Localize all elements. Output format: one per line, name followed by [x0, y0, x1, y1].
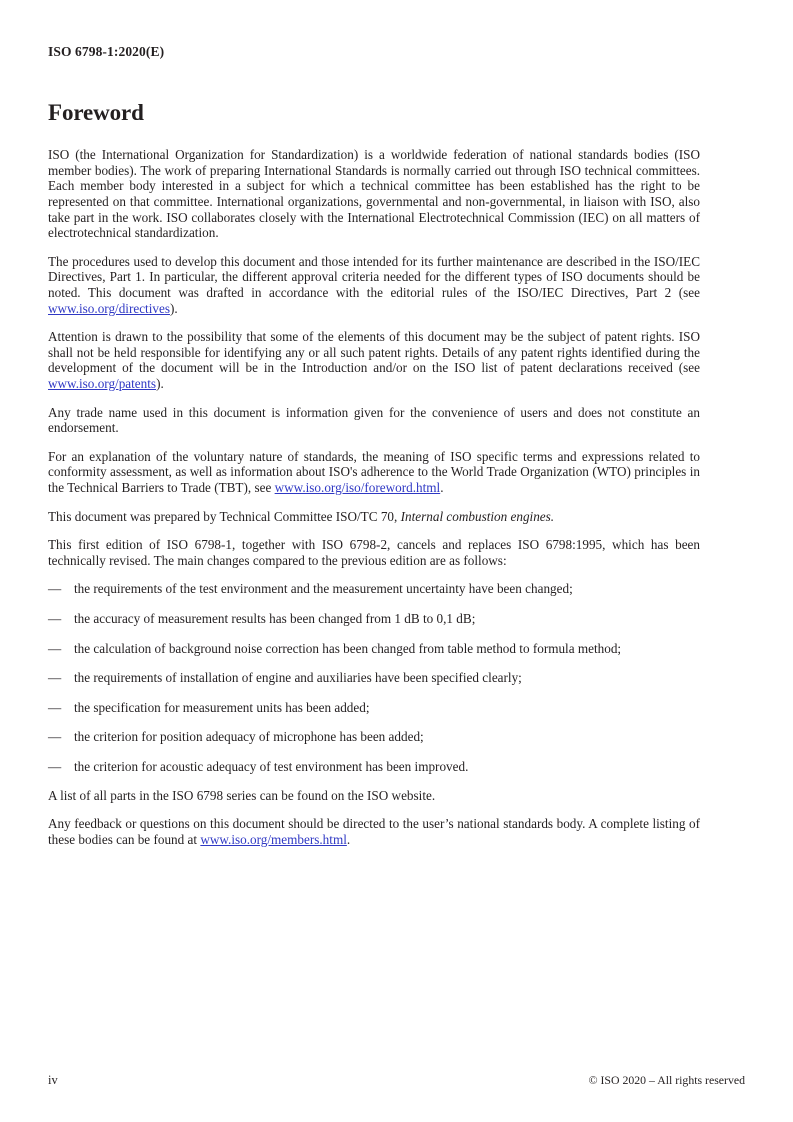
changes-list [48, 581, 700, 774]
paragraph-patent-rights [48, 329, 700, 391]
link-iso-members[interactable]: www.iso.org/members.html [200, 831, 347, 847]
list-item-label: the accuracy of measurement results has been changed from 1 dB to 0,1 dB; [74, 610, 476, 626]
em-dash-icon: — [48, 610, 62, 626]
em-dash-icon: — [48, 670, 62, 686]
list-item-label: the specification for measurement units has been added; [74, 699, 370, 715]
list-item-label: the requirements of installation of engine and auxiliaries have been specified clearly; [74, 670, 522, 686]
link-iso-patents[interactable]: www.iso.org/patents [48, 376, 157, 392]
link-iso-foreword[interactable]: www.iso.org/iso/foreword.html [274, 479, 441, 495]
em-dash-icon: — [48, 581, 62, 597]
page-footer [48, 1073, 745, 1088]
em-dash-icon: — [48, 699, 62, 715]
paragraph-procedures [48, 254, 700, 316]
list-item [48, 729, 700, 745]
changes-list-block [48, 581, 700, 774]
list-item-label: the criterion for acoustic adequacy of test environment has been improved. [74, 758, 469, 774]
em-dash-icon: — [48, 640, 62, 656]
link-iso-directives[interactable]: www.iso.org/directives [48, 300, 170, 316]
list-item [48, 581, 700, 597]
em-dash-icon: — [48, 729, 62, 745]
paragraph-patent-rights-text-before: Attention is drawn to the possibility that some of the elements of this document may be the subject of patent rights. ISO shall not be held responsible for identifying any or all such patent rights. Details of any patent rights identified during the development of the document will be in the Introduction and/or on the ISO list of patent declarations received (see [48, 329, 700, 376]
paragraph-patent-rights-text-after: ). [156, 376, 164, 392]
list-item [48, 641, 700, 657]
paragraph-procedures-text-before: The procedures used to develop this document and those intended for its further maintenance are described in the ISO/IEC Directives, Part 1. In particular, the different approval criteria needed for the different types of ISO documents should be noted. This document was drafted in accordance with the editorial rules of the ISO/IEC Directives, Part 2 (see [48, 253, 700, 301]
list-item-label: the calculation of background noise correction has been changed from table method to formula method; [74, 640, 622, 656]
committee-scope-title: Internal combustion engines. [400, 508, 555, 524]
list-item [48, 611, 700, 627]
copyright-notice: © ISO 2020 – All rights reserved [588, 1073, 745, 1087]
list-item-label: the criterion for position adequacy of microphone has been added; [74, 729, 424, 745]
paragraph-voluntary-nature-text-after: . [440, 479, 444, 495]
paragraph-first-edition: This first edition of ISO 6798-1, together with ISO 6798-2, cancels and replaces ISO 6798:1995, which has been technically revised. The main changes compared to the previous edition are as follows: [48, 537, 700, 568]
paragraph-voluntary-nature-text-before: For an explanation of the voluntary nature of standards, the meaning of ISO specific terms and expressions related to conformity assessment, as well as information about ISO's adherence to the World Trade Organization (WTO) principles in the Technical Barriers to Trade (TBT), see [48, 448, 700, 495]
paragraph-iso-introduction: ISO (the International Organization for Standardization) is a worldwide federation of national standards bodies (ISO member bodies). The work of preparing International Standards is normally carried out through ISO technical committees. Each member body interested in a subject for which a technical committee has been established has the right to be represented on that committee. International organizations, governmental and non-governmental, in liaison with ISO, also take part in the work. ISO collaborates closely with the International Electrotechnical Commission (IEC) on all matters of electrotechnical standardization. [48, 147, 700, 241]
em-dash-icon: — [48, 758, 62, 774]
document-body [48, 100, 700, 847]
paragraph-trade-name: Any trade name used in this document is information given for the convenience of users and does not constitute an endorsement. [48, 404, 700, 436]
list-item [48, 759, 700, 775]
paragraph-technical-committee-text: This document was prepared by Technical Committee ISO/TC 70, [48, 508, 401, 524]
page-number: iv [48, 1073, 58, 1087]
list-item [48, 700, 700, 716]
paragraph-feedback [48, 816, 700, 847]
paragraph-feedback-text-after: . [346, 831, 351, 847]
list-item-label: the requirements of the test environment and the measurement uncertainty have been changed; [74, 581, 573, 597]
list-item [48, 670, 700, 686]
paragraph-feedback-text-before: Any feedback or questions on this document should be directed to the user’s national standards body. A complete listing of these bodies can be found at [48, 816, 700, 847]
page-title: Foreword [48, 100, 144, 125]
paragraph-series-parts: A list of all parts in the ISO 6798 series can be found on the ISO website. [48, 787, 436, 803]
document-id-header: ISO 6798-1:2020(E) [48, 44, 165, 59]
paragraph-voluntary-nature [48, 449, 700, 496]
paragraph-technical-committee [48, 509, 700, 525]
paragraph-procedures-text-after: ). [169, 300, 178, 316]
